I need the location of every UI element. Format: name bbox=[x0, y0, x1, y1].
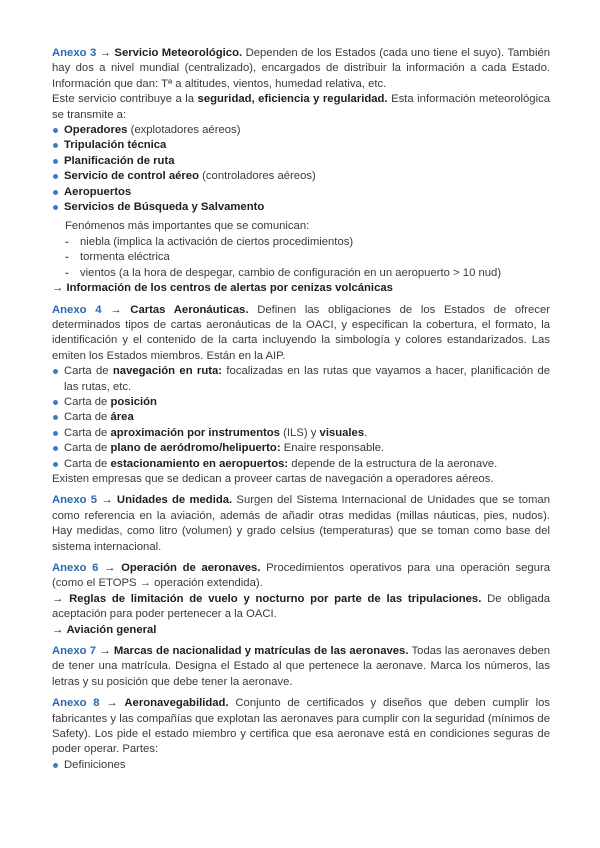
contrib-pre: Este servicio contribuye a la bbox=[52, 93, 195, 106]
anexo3-intro bbox=[52, 46, 550, 92]
anexo4-empresas: Existen empresas que se dedican a proveer cartas de navegación a operadores aéreos. bbox=[52, 472, 494, 485]
anexo5-text: Surgen del Sistema Internacional de Unidades que se toman como referencia en la aviación, además de añadir otras medidas (millas náuticas, pies, nudos). Hay medidas, como litro (volumen) y grado celsius (temperaturas) que se toman como base del sistema internacional. bbox=[52, 494, 550, 553]
contrib-bold: seguridad, eficiencia y regularidad. bbox=[197, 93, 388, 106]
arrow-icon: → bbox=[99, 645, 111, 658]
anexo3-label: Anexo 3 bbox=[52, 47, 97, 59]
anexo6-paragraph bbox=[52, 561, 550, 592]
list-item: - niebla (implica la activación de ciertos procedimientos) bbox=[65, 235, 550, 250]
anexo5-title: Unidades de medida. bbox=[116, 494, 233, 507]
arrow-icon: → bbox=[101, 494, 113, 507]
anexo7-paragraph bbox=[52, 644, 550, 690]
anexo8-text: Conjunto de certificados y diseños que deben cumplir los fabricantes y las compañías que explotan las aeronaves para cumplir con la seguridad (mínimos de Safety). Los pide el estado miembro y certifica que esa aeronave está en condiciones seguras de poder operar. Partes: bbox=[52, 697, 551, 756]
anexo6-aviacion bbox=[52, 623, 550, 638]
anexo3-text: Dependen de los Estados (cada uno tiene el suyo). También hay dos a nivel mundial (centralizado), encargados de distribuir la información a cada Estado. Información que dan: Tª a altitudes, vientos, humedad relativa, etc. bbox=[52, 47, 551, 90]
list-item: Carta de aproximación por instrumentos (ILS) y visuales. bbox=[52, 426, 550, 441]
anexo7-text: Todas las aeronaves deben de tener una matrícula. Designa el Estado al que pertenece la aeronave. Marca los números, las letras y su posición que debe tener la aeronave. bbox=[52, 645, 551, 688]
list-item: Planificación de ruta bbox=[52, 154, 550, 169]
list-item: Carta de estacionamiento en aeropuertos: depende de la estructura de la aeronave. bbox=[52, 457, 550, 472]
list-item: Carta de área bbox=[52, 410, 550, 425]
anexo4-text: Definen las obligaciones de los Estados de ofrecer determinados tipos de cartas aeronáuticas de la OACI, y especifican la cobertura, el formato, la identificación y el contenido de la carta incluyendo la simbología y colores estandarizados. Las emiten los Estados miembros. Están en la AIP. bbox=[52, 303, 551, 362]
list-item: Carta de posición bbox=[52, 395, 550, 410]
arrow-icon: → bbox=[110, 303, 122, 316]
document-page bbox=[52, 46, 550, 773]
anexo8-label: Anexo 8 bbox=[52, 697, 100, 710]
arrow-icon: → bbox=[106, 697, 118, 710]
list-item: Definiciones bbox=[52, 758, 550, 773]
anexo7-label: Anexo 7 bbox=[52, 645, 97, 658]
anexo3-title: Servicio Meteorológico. bbox=[114, 47, 243, 59]
anexo4-label: Anexo 4 bbox=[52, 303, 102, 316]
reglas-text: De obligada aceptación para poder pertenecer a la OACI. bbox=[52, 592, 551, 621]
list-item: Carta de plano de aeródromo/helipuerto: Enaire responsable. bbox=[52, 441, 550, 456]
anexo6-title: Operación de aeronaves. bbox=[121, 562, 261, 574]
anexo6-label: Anexo 6 bbox=[52, 562, 99, 574]
reglas-title: Reglas de limitación de vuelo y nocturno por parte de las tripulaciones. bbox=[69, 592, 482, 605]
arrow-icon: → bbox=[104, 562, 116, 574]
list-item: Operadores (explotadores aéreos) bbox=[52, 123, 550, 138]
fenomenos-heading: Fenómenos más importantes que se comunican: bbox=[65, 220, 310, 233]
anexo8-paragraph bbox=[52, 696, 550, 758]
anexo4-title: Cartas Aeronáuticas. bbox=[130, 303, 249, 316]
arrow-icon: → bbox=[52, 592, 64, 605]
list-item: - vientos (a la hora de despegar, cambio de configuración en un aeropuerto > 10 nud) bbox=[65, 266, 550, 281]
anexo6-reglas bbox=[52, 592, 550, 623]
contrib-post: Esta información meteorológica se transmite a: bbox=[52, 93, 551, 121]
anexo5-label: Anexo 5 bbox=[52, 494, 98, 507]
anexo8-partes-list bbox=[52, 758, 550, 773]
centros-alertas bbox=[52, 281, 550, 296]
list-item: Aeropuertos bbox=[52, 185, 550, 200]
anexo6-text: Procedimientos operativos para una operación segura (como el ETOPS → operación extendida). bbox=[52, 562, 551, 590]
anexo3-recipients-list bbox=[52, 123, 550, 215]
list-item: Servicios de Búsqueda y Salvamento bbox=[52, 200, 550, 215]
list-item: Carta de navegación en ruta: focalizadas en las rutas que vayamos a hacer, planificación de las rutas, etc. bbox=[52, 364, 550, 395]
centros-text: Información de los centros de alertas por cenizas volcánicas bbox=[66, 282, 393, 295]
list-item: Servicio de control aéreo (controladores aéreos) bbox=[52, 169, 550, 184]
list-item: - tormenta eléctrica bbox=[65, 250, 550, 265]
anexo7-title: Marcas de nacionalidad y matrículas de las aeronaves. bbox=[113, 645, 409, 658]
aviacion-general: Aviación general bbox=[66, 623, 157, 636]
fenomenos-list bbox=[65, 235, 550, 281]
arrow-icon: → bbox=[52, 282, 64, 295]
anexo5-paragraph bbox=[52, 493, 550, 555]
anexo4-cartas-list bbox=[52, 364, 550, 472]
list-item: Tripulación técnica bbox=[52, 138, 550, 153]
anexo4-intro bbox=[52, 303, 550, 365]
arrow-icon: → bbox=[99, 47, 111, 59]
anexo8-title: Aeronavegabilidad. bbox=[124, 697, 229, 710]
arrow-icon: → bbox=[52, 623, 64, 636]
anexo3-contrib bbox=[52, 92, 550, 123]
